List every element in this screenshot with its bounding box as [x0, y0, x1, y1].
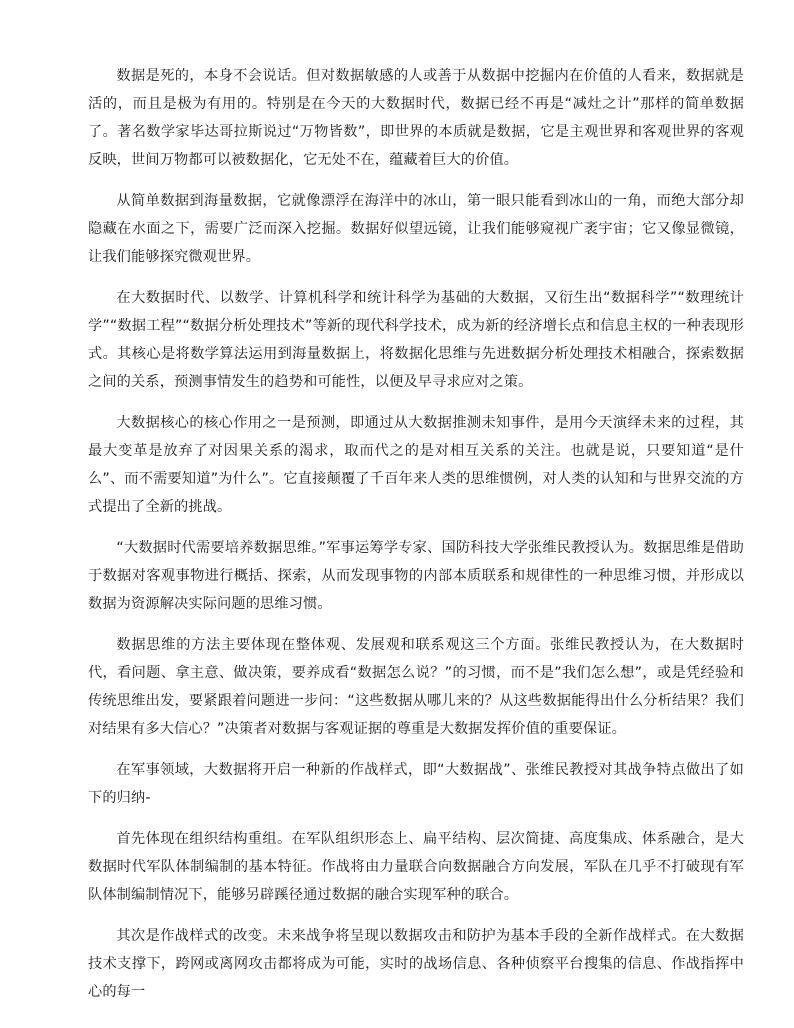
- document-page: [88, 62, 744, 1019]
- paragraph-7: 在军事领域，大数据将开启一种新的作战样式，即“大数据战”、张维民教授对其战争特点做出了如下的归纳-: [88, 762, 744, 806]
- paragraph-9: 其次是作战样式的改变。未来战争将呈现以数据攻击和防护为基本手段的全新作战样式。在大数据技术支撑下，跨网或离网攻击都将成为可能，实时的战场信息、各种侦察平台搜集的信息、作战指挥中心的每一: [88, 928, 744, 1000]
- paragraph-2: 从简单数据到海量数据，它就像漂浮在海洋中的冰山，第一眼只能看到冰山的一角，而绝大部分却隐藏在水面之下，需要广泛而深入挖掘。数据好似望远镜，让我们能够窥视广袤宇宙；它又像显微镜，让我们能够探究微观世界。: [88, 193, 744, 265]
- paragraph-5: “大数据时代需要培养数据思维。”军事运筹学专家、国防科技大学张维民教授认为。数据思维是借助于数据对客观事物进行概括、探索，从而发现事物的内部本质联系和规律性的一种思维习惯，并形成以数据为资源解决实际问题的思维习惯。: [88, 540, 744, 612]
- paragraph-8: 首先体现在组织结构重组。在军队组织形态上、扁平结构、层次简捷、高度集成、体系融合，是大数据时代军队体制编制的基本特征。作战将由力量联合向数据融合方向发展，军队在几乎不打破现有军队体制编制情况下，能够另辟蹊径通过数据的融合实现军种的联合。: [88, 831, 744, 903]
- paragraph-3: 在大数据时代、以数学、计算机科学和统计科学为基础的大数据，又衍生出“数据科学”“数理统计学”“数据工程”“数据分析处理技术”等新的现代科学技术，成为新的经济增长点和信息主权的一种表现形式。其核心是将数学算法运用到海量数据上，将数据化思维与先进数据分析处理技术相融合，探索数据之间的关系，预测事情发生的趋势和可能性，以便及早寻求应对之策。: [88, 290, 744, 390]
- paragraph-6: 数据思维的方法主要体现在整体观、发展观和联系观这三个方面。张维民教授认为，在大数据时代，看问题、拿主意、做决策，要养成看“数据怎么说？”的习惯，而不是”我们怎么想”，或是凭经验和传统思维出发，要紧跟着问题进一步问：“这些数据从哪儿来的？从这些数据能得出什么分析结果？我们对结果有多大信心？”决策者对数据与客观证据的尊重是大数据发挥价值的重要保证。: [88, 637, 744, 737]
- paragraph-1: 数据是死的，本身不会说话。但对数据敏感的人或善于从数据中挖掘内在价值的人看来，数据就是活的，而且是极为有用的。特别是在今天的大数据时代，数据已经不再是“减灶之计”那样的简单数据了。著名数学家毕达哥拉斯说过“万物皆数”，即世界的本质就是数据，它是主观世界和客观世界的客观反映，世间万物都可以被数据化，它无处不在，蕴藏着巨大的价值。: [88, 68, 744, 168]
- paragraph-4: 大数据核心的核心作用之一是预测，即通过从大数据推测未知事件，是用今天演绎未来的过程，其最大变革是放弃了对因果关系的渴求，取而代之的是对相互关系的关注。也就是说，只要知道“是什么”、而不需要知道”为什么”。它直接颠覆了千百年来人类的思维惯例，对人类的认知和与世界交流的方式提出了全新的挑战。: [88, 415, 744, 515]
